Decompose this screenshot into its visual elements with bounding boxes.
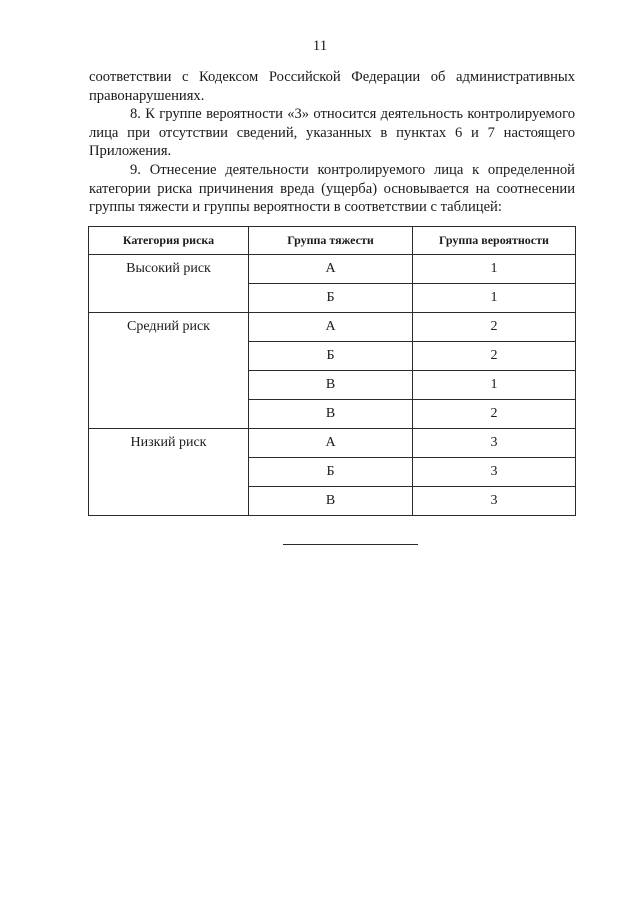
risk-category-cell: Средний риск	[89, 313, 249, 429]
table-row	[89, 429, 576, 458]
probability-cell: 1	[413, 371, 576, 400]
probability-cell: 1	[413, 284, 576, 313]
paragraph-item-8: 8. К группе вероятности «3» относится деятельность контролируемого лица при отсутствии сведений, указанных в пунктах 6 и 7 настоящего Приложения.	[89, 106, 575, 160]
severity-cell: В	[249, 400, 413, 429]
severity-cell: А	[249, 313, 413, 342]
severity-cell: Б	[249, 458, 413, 487]
severity-cell: Б	[249, 342, 413, 371]
severity-cell: Б	[249, 284, 413, 313]
header-risk-category: Категория риска	[89, 227, 249, 255]
probability-cell: 1	[413, 255, 576, 284]
probability-cell: 2	[413, 313, 576, 342]
header-severity-group: Группа тяжести	[249, 227, 413, 255]
severity-cell: В	[249, 371, 413, 400]
paragraph-item-9: 9. Отнесение деятельности контролируемого лица к определенной категории риска причинения вреда (ущерба) основывается на соотнесении группы тяжести и группы вероятности в соответствии с таблицей:	[89, 161, 575, 216]
risk-category-table	[88, 226, 576, 516]
risk-category-cell: Высокий риск	[89, 255, 249, 313]
table-row	[89, 313, 576, 342]
table-row	[89, 255, 576, 284]
header-probability-group: Группа вероятности	[413, 227, 576, 255]
probability-cell: 3	[413, 429, 576, 458]
severity-cell: А	[249, 255, 413, 284]
document-body	[89, 68, 575, 217]
probability-cell: 3	[413, 458, 576, 487]
probability-cell: 2	[413, 342, 576, 371]
paragraph-continuation: соответствии с Кодексом Российской Федерации об административных правонарушениях.	[89, 69, 575, 104]
probability-cell: 3	[413, 487, 576, 516]
end-of-document-rule	[283, 544, 418, 545]
probability-cell: 2	[413, 400, 576, 429]
risk-category-cell: Низкий риск	[89, 429, 249, 516]
table-header-row	[89, 227, 576, 255]
severity-cell: В	[249, 487, 413, 516]
severity-cell: А	[249, 429, 413, 458]
page-number: 11	[312, 38, 328, 54]
